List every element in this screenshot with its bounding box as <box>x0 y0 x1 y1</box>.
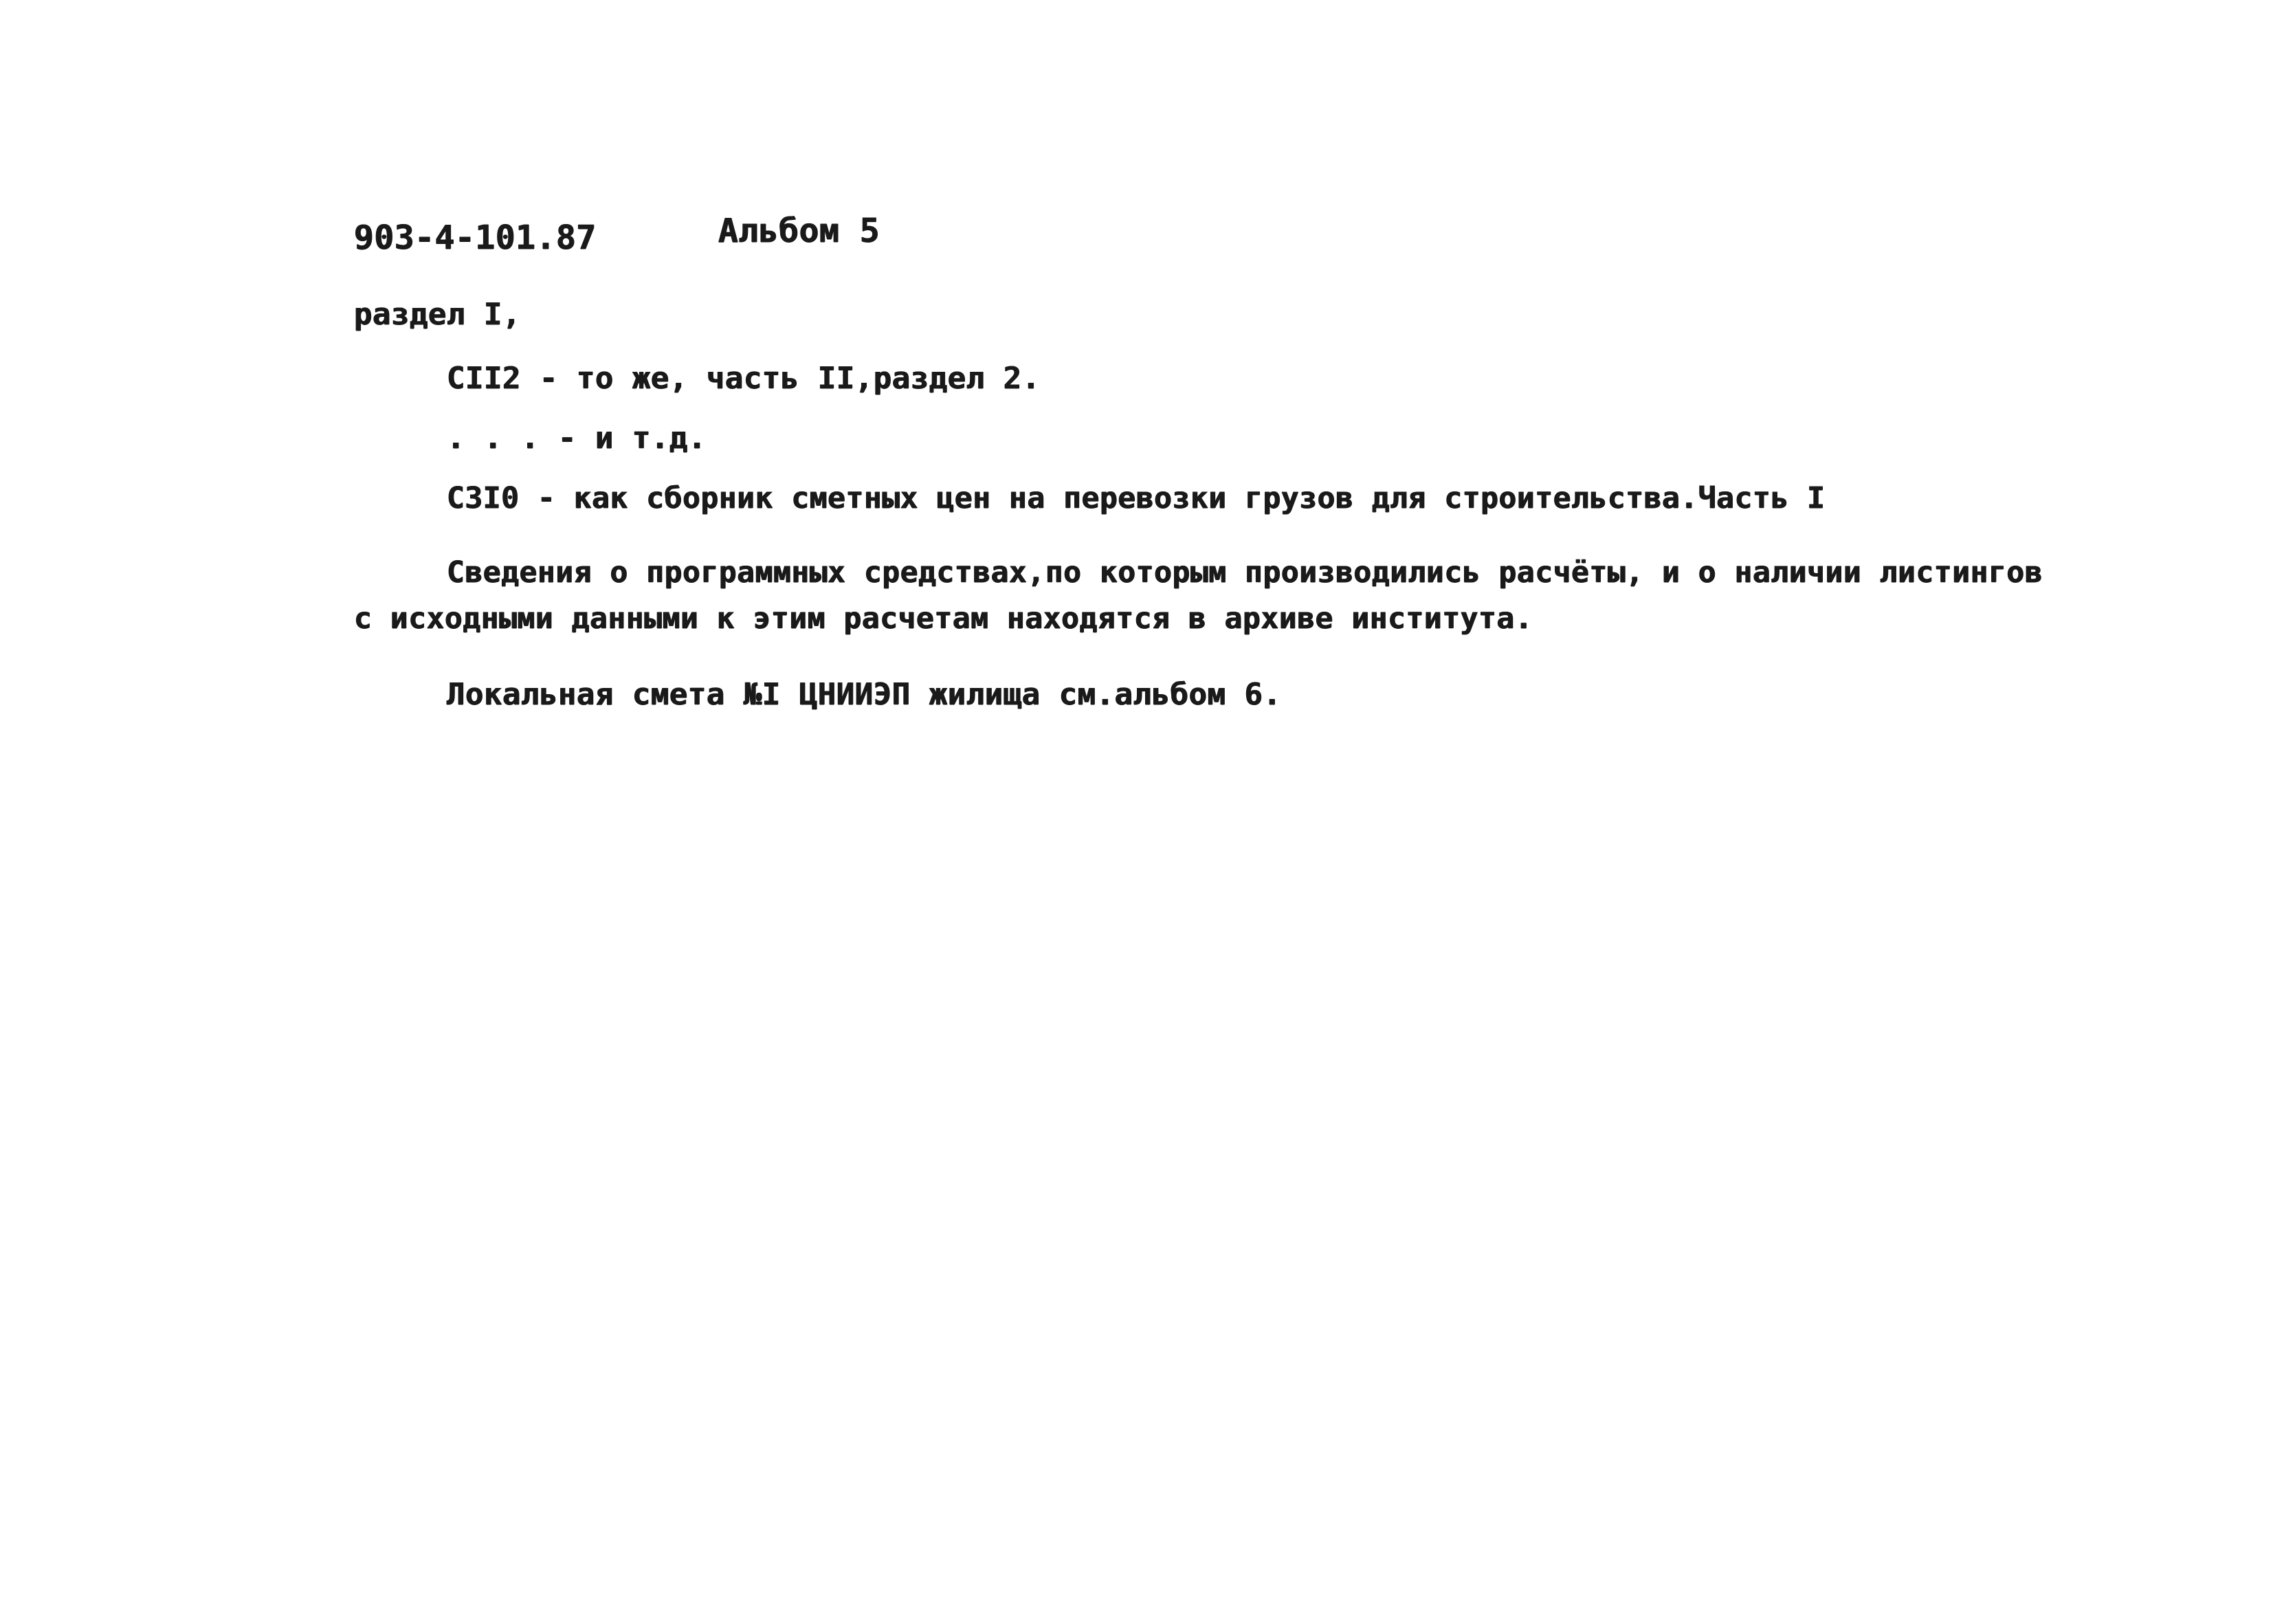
text-line: . . . - и т.д. <box>447 421 707 456</box>
text-line: С3I0 - как сборник сметных цен на перевозки грузов для строительства.Часть I <box>447 481 1826 515</box>
text-line: Локальная смета №I ЦНИИЭП жилища см.альбом 6. <box>447 677 1282 712</box>
paragraph-line: с исходными данными к этим расчетам находятся в архиве института. <box>354 601 1533 636</box>
text-line: СII2 - то же, часть II,раздел 2. <box>447 361 1041 396</box>
paragraph-line: Сведения о программных средствах,по которым производились расчёты, и о наличии листингов <box>447 555 2043 590</box>
album-label: Альбом 5 <box>718 212 880 250</box>
text-line: раздел I, <box>354 297 521 332</box>
document-code: 903-4-101.87 <box>354 219 597 257</box>
